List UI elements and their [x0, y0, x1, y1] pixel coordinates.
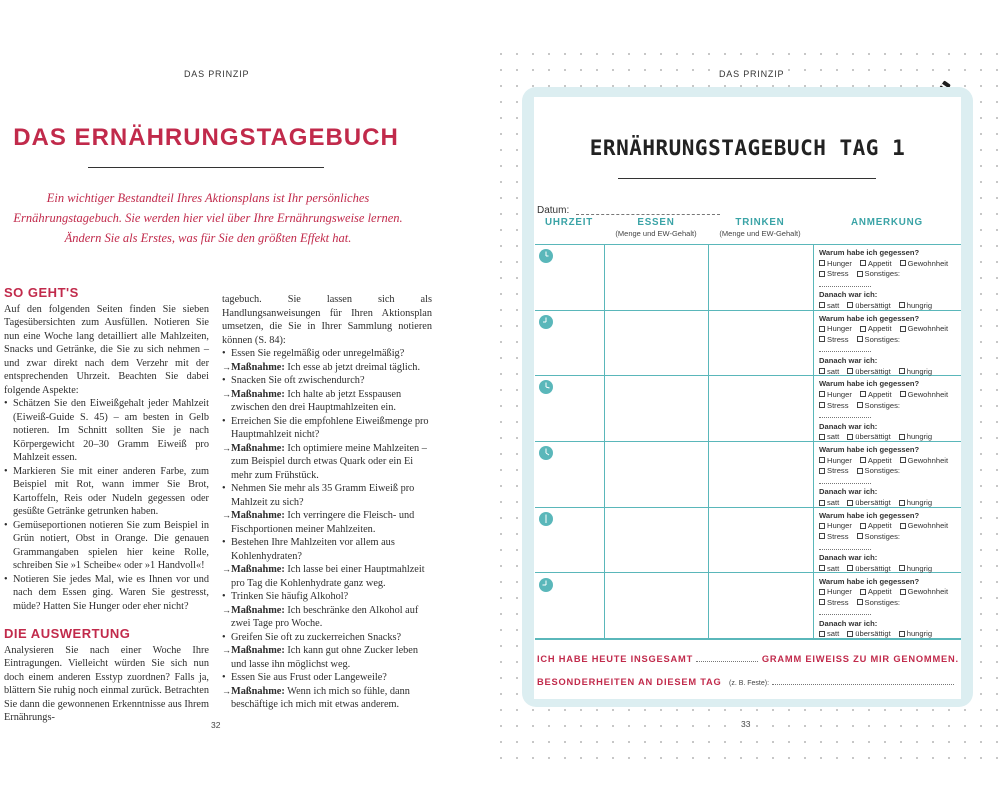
page-number: 32: [211, 720, 221, 730]
question-item: • Bestehen Ihre Mahlzeiten vor allem aus Kohlenhydraten?: [222, 537, 395, 562]
clock-icon: [539, 249, 553, 263]
question-label: Warum habe ich gegessen?: [819, 248, 920, 257]
checkbox-uebersaettigt[interactable]: übersättigt: [847, 498, 894, 507]
question-label: Warum habe ich gegessen?: [819, 445, 920, 455]
section-paragraph: Auf den folgenden Seiten finden Sie sieben Tagesübersichten zum Ausfüllen. Notieren Sie nun eine Woche lang detailliert alle Mahlzeiten, Snacks und Getränke, die Sie zu sich nehmen – und zwar direkt nach dem Verzehr mit der entsprechenden Uhrzeit. Beachten Sie dabei folgende Aspekte:: [4, 303, 209, 396]
checkbox-appetit[interactable]: Appetit: [860, 587, 896, 596]
sonstiges-field[interactable]: [819, 412, 871, 418]
checkbox-gewohnheit[interactable]: Gewohnheit: [900, 587, 953, 596]
list-item: • Notieren Sie jedes Mal, wie es Ihnen vor und nach dem Essen ging. Waren Sie gestresst, müde? Hatten Sie Hunger oder eher nicht?: [4, 573, 209, 614]
checkbox-hungrig[interactable]: hungrig: [899, 432, 936, 441]
checkbox-appetit[interactable]: Appetit: [860, 521, 896, 530]
checkbox-appetit[interactable]: Appetit: [860, 259, 896, 268]
after-label: Danach war ich:: [819, 290, 878, 300]
checkbox-stress[interactable]: Stress: [819, 335, 853, 344]
clock-icon: [539, 380, 553, 394]
checkbox-appetit[interactable]: Appetit: [860, 324, 896, 333]
left-page: [0, 0, 487, 800]
diary-row: [535, 311, 961, 377]
question-label: Warum habe ich gegessen?: [819, 510, 920, 520]
checkbox-gewohnheit[interactable]: Gewohnheit: [900, 324, 953, 333]
question-label: Warum habe ich gegessen?: [819, 576, 920, 586]
checkbox-sonstiges[interactable]: Sonstiges:: [857, 466, 904, 475]
text-column-right: [222, 293, 432, 712]
checkbox-stress[interactable]: Stress: [819, 269, 853, 278]
clock-icon: [539, 578, 553, 592]
checkbox-uebersaettigt[interactable]: übersättigt: [847, 629, 894, 638]
diary-row: [535, 442, 961, 508]
checkbox-hunger[interactable]: Hunger: [819, 259, 856, 268]
checkbox-satt[interactable]: satt: [819, 432, 843, 441]
column-header-essen: ESSEN (Menge und EW-Gehalt): [615, 217, 697, 238]
section-paragraph: Analysieren Sie nach einer Woche Ihre Eintragungen. Vielleicht würden Sie sich nun doch einem anderen Esstyp zuordnen? Falls ja, blättern Sie ruhig noch einmal zurück. Betrachten Sie dann die gewonnenen Erkenntnisse aus Ihrem Ernährungs-: [4, 644, 210, 723]
list-item: • Gemüseportionen notieren Sie zum Beispiel in Grün notiert, Obst in Orange. Die genauen Grammangaben spielen hier keine Rolle, schreiben Sie »1 Scheibe« oder »1 Handvoll«!: [4, 519, 209, 573]
checkbox-appetit[interactable]: Appetit: [860, 390, 896, 399]
title-divider: [618, 178, 876, 179]
diary-title: ERNÄHRUNGSTAGEBUCH TAG 1: [589, 136, 906, 160]
checkbox-hunger[interactable]: Hunger: [819, 456, 856, 465]
checkbox-uebersaettigt[interactable]: übersättigt: [847, 432, 894, 441]
checkbox-satt[interactable]: satt: [819, 301, 843, 310]
measure-item: → Maßnahme: Ich optimiere meine Mahlzeiten – zum Beispiel durch etwas Quark oder ein Ei mehr zum Frühstück.: [222, 442, 432, 483]
list-item: • Markieren Sie mit einer anderen Farbe, zum Beispiel mit Rot, wann immer Sie Brot, Kartoffeln, Reis oder Nudeln gegessen oder gesüßte Getränke getrunken haben.: [4, 465, 209, 519]
checkbox-hungrig[interactable]: hungrig: [899, 498, 936, 507]
question-item: • Essen Sie regelmäßig oder unregelmäßig?: [222, 348, 405, 359]
checkbox-uebersaettigt[interactable]: übersättigt: [847, 367, 894, 376]
question-label: Warum habe ich gegessen?: [819, 379, 920, 389]
checkbox-uebersaettigt[interactable]: übersättigt: [847, 301, 894, 310]
question-item: • Trinken Sie häufig Alkohol?: [222, 591, 349, 602]
clock-icon: [539, 446, 553, 460]
diary-row: [535, 376, 961, 442]
measure-item: → Maßnahme: Wenn ich mich so fühle, dann beschäftige ich mich mit etwas anderem.: [222, 685, 432, 712]
diary-sheet: [534, 97, 961, 699]
right-page: [487, 40, 1000, 760]
checkbox-stress[interactable]: Stress: [819, 401, 853, 410]
after-label: Danach war ich:: [819, 421, 878, 431]
special-events-field[interactable]: [772, 677, 954, 685]
checkbox-sonstiges[interactable]: Sonstiges:: [857, 598, 904, 607]
column-header-uhrzeit: UHRZEIT: [544, 217, 594, 228]
sonstiges-field[interactable]: [819, 478, 871, 484]
section-heading-auswertung: DIE AUSWERTUNG: [4, 626, 131, 641]
measure-item: → Maßnahme: Ich verringere die Fleisch- und Fischportionen meiner Mahlzeiten.: [222, 509, 432, 536]
date-label: Datum:: [537, 205, 570, 216]
measure-item: → Maßnahme: Ich esse ab jetzt dreimal täglich.: [222, 361, 432, 375]
diary-row: [535, 574, 961, 640]
diary-card: [522, 87, 973, 707]
checkbox-sonstiges[interactable]: Sonstiges:: [857, 532, 904, 541]
date-field[interactable]: [576, 214, 720, 215]
text-column-left: [4, 286, 209, 725]
table-bottom-divider: [535, 639, 961, 640]
protein-total-field[interactable]: [696, 654, 758, 662]
checkbox-hungrig[interactable]: hungrig: [899, 367, 936, 376]
annotation-block: [819, 248, 959, 312]
section-heading-so-gehts: SO GEHT'S: [4, 285, 79, 300]
clock-icon: [539, 512, 553, 526]
checkbox-sonstiges[interactable]: Sonstiges:: [857, 335, 904, 344]
checkbox-satt[interactable]: satt: [819, 564, 843, 573]
running-head: DAS PRINZIP: [184, 69, 250, 79]
aspects-list: [4, 397, 209, 613]
checkbox-hunger[interactable]: Hunger: [819, 390, 856, 399]
question-item: • Greifen Sie oft zu zuckerreichen Snacks?: [222, 631, 402, 643]
question-label: Warum habe ich gegessen?: [819, 313, 920, 323]
checkbox-hunger[interactable]: Hunger: [819, 324, 856, 333]
checkbox-hunger[interactable]: Hunger: [819, 521, 856, 530]
checkbox-hungrig[interactable]: hungrig: [899, 301, 936, 310]
checkbox-stress[interactable]: Stress: [819, 466, 853, 475]
measures-list: [222, 347, 432, 712]
annotation-block: [819, 314, 959, 378]
checkbox-hunger[interactable]: Hunger: [819, 587, 856, 596]
measure-item: → Maßnahme: Ich lasse bei einer Hauptmahlzeit pro Tag die Kohlenhydrate ganz weg.: [222, 563, 432, 590]
checkbox-hungrig[interactable]: hungrig: [899, 629, 936, 638]
checkbox-hungrig[interactable]: hungrig: [899, 564, 936, 573]
question-item: • Nehmen Sie mehr als 35 Gramm Eiweiß pro Mahlzeit zu sich?: [222, 483, 415, 508]
question-item: • Erreichen Sie die empfohlene Eiweißmenge pro Hauptmahlzeit nicht?: [222, 415, 429, 440]
checkbox-sonstiges[interactable]: Sonstiges:: [857, 401, 904, 410]
checkbox-gewohnheit[interactable]: Gewohnheit: [900, 390, 953, 399]
sonstiges-field[interactable]: [819, 346, 871, 352]
clock-icon: [539, 315, 553, 329]
measure-item: → Maßnahme: Ich kann gut ohne Zucker leben und lasse ihn möglichst weg.: [222, 644, 432, 671]
after-label: Danach war ich:: [819, 487, 878, 497]
checkbox-gewohnheit[interactable]: Gewohnheit: [900, 521, 953, 530]
question-item: • Snacken Sie oft zwischendurch?: [222, 375, 365, 386]
checkbox-gewohnheit[interactable]: Gewohnheit: [900, 259, 953, 268]
column-header-trinken: TRINKEN (Menge und EW-Gehalt): [719, 217, 801, 238]
measure-item: → Maßnahme: Ich halte ab jetzt Esspausen zwischen den drei Hauptmahlzeiten ein.: [222, 388, 432, 415]
diary-row: [535, 245, 961, 311]
annotation-block: [819, 511, 959, 575]
measure-item: → Maßnahme: Ich beschränke den Alkohol auf zwei Tage pro Woche.: [222, 604, 432, 631]
column-intro: tagebuch. Sie lassen sich als Handlungsanweisungen für Ihren Aktionsplan umsetzen, die Sie in Ihrer Sammlung notieren können (S. 84):: [222, 294, 432, 346]
checkbox-uebersaettigt[interactable]: übersättigt: [847, 564, 894, 573]
checkbox-gewohnheit[interactable]: Gewohnheit: [900, 456, 953, 465]
checkbox-sonstiges[interactable]: Sonstiges:: [857, 269, 904, 278]
sonstiges-field[interactable]: [819, 609, 871, 615]
annotation-block: [819, 445, 959, 509]
protein-total-line: ICH HABE HEUTE INSGESAMT GRAMM EIWEISS ZU MIR GENOMMEN.: [537, 654, 959, 664]
page-title: DAS ERNÄHRUNGSTAGEBUCH: [13, 124, 399, 151]
question-item: • Essen Sie aus Frust oder Langeweile?: [222, 672, 387, 683]
annotation-block: [819, 379, 959, 443]
column-header-anmerkung: ANMERKUNG: [851, 217, 923, 228]
checkbox-satt[interactable]: satt: [819, 629, 843, 638]
running-head: DAS PRINZIP: [716, 69, 787, 79]
after-label: Danach war ich:: [819, 356, 878, 366]
list-item: • Schätzen Sie den Eiweißgehalt jeder Mahlzeit (Eiweiß-Guide S. 45) – am besten in Gelb notieren. Im Schnitt sollten Sie je nach Körpergewicht 20–30 Gramm Eiweiß pro Mahlzeit essen.: [4, 397, 209, 465]
page-number: 33: [741, 719, 751, 729]
sonstiges-field[interactable]: [819, 544, 871, 550]
checkbox-appetit[interactable]: Appetit: [860, 456, 896, 465]
diary-row: [535, 508, 961, 574]
intro-text: Ein wichtiger Bestandteil Ihres Aktionsplans ist Ihr persönliches Ernährungstagebuch. Sie werden hier viel über Ihre Ernährungsweise lernen. Ändern Sie als Erstes, was für Sie den größten Effekt hat.: [13, 191, 403, 245]
checkbox-satt[interactable]: satt: [819, 498, 843, 507]
sonstiges-field[interactable]: [819, 281, 871, 287]
title-divider: [88, 167, 324, 168]
checkbox-stress[interactable]: Stress: [819, 598, 853, 607]
checkbox-satt[interactable]: satt: [819, 367, 843, 376]
checkbox-stress[interactable]: Stress: [819, 532, 853, 541]
special-events-line: BESONDERHEITEN AN DIESEM TAG (z. B. Feste):: [537, 677, 954, 687]
after-label: Danach war ich:: [819, 618, 878, 628]
after-label: Danach war ich:: [819, 553, 878, 563]
annotation-block: [819, 577, 959, 641]
